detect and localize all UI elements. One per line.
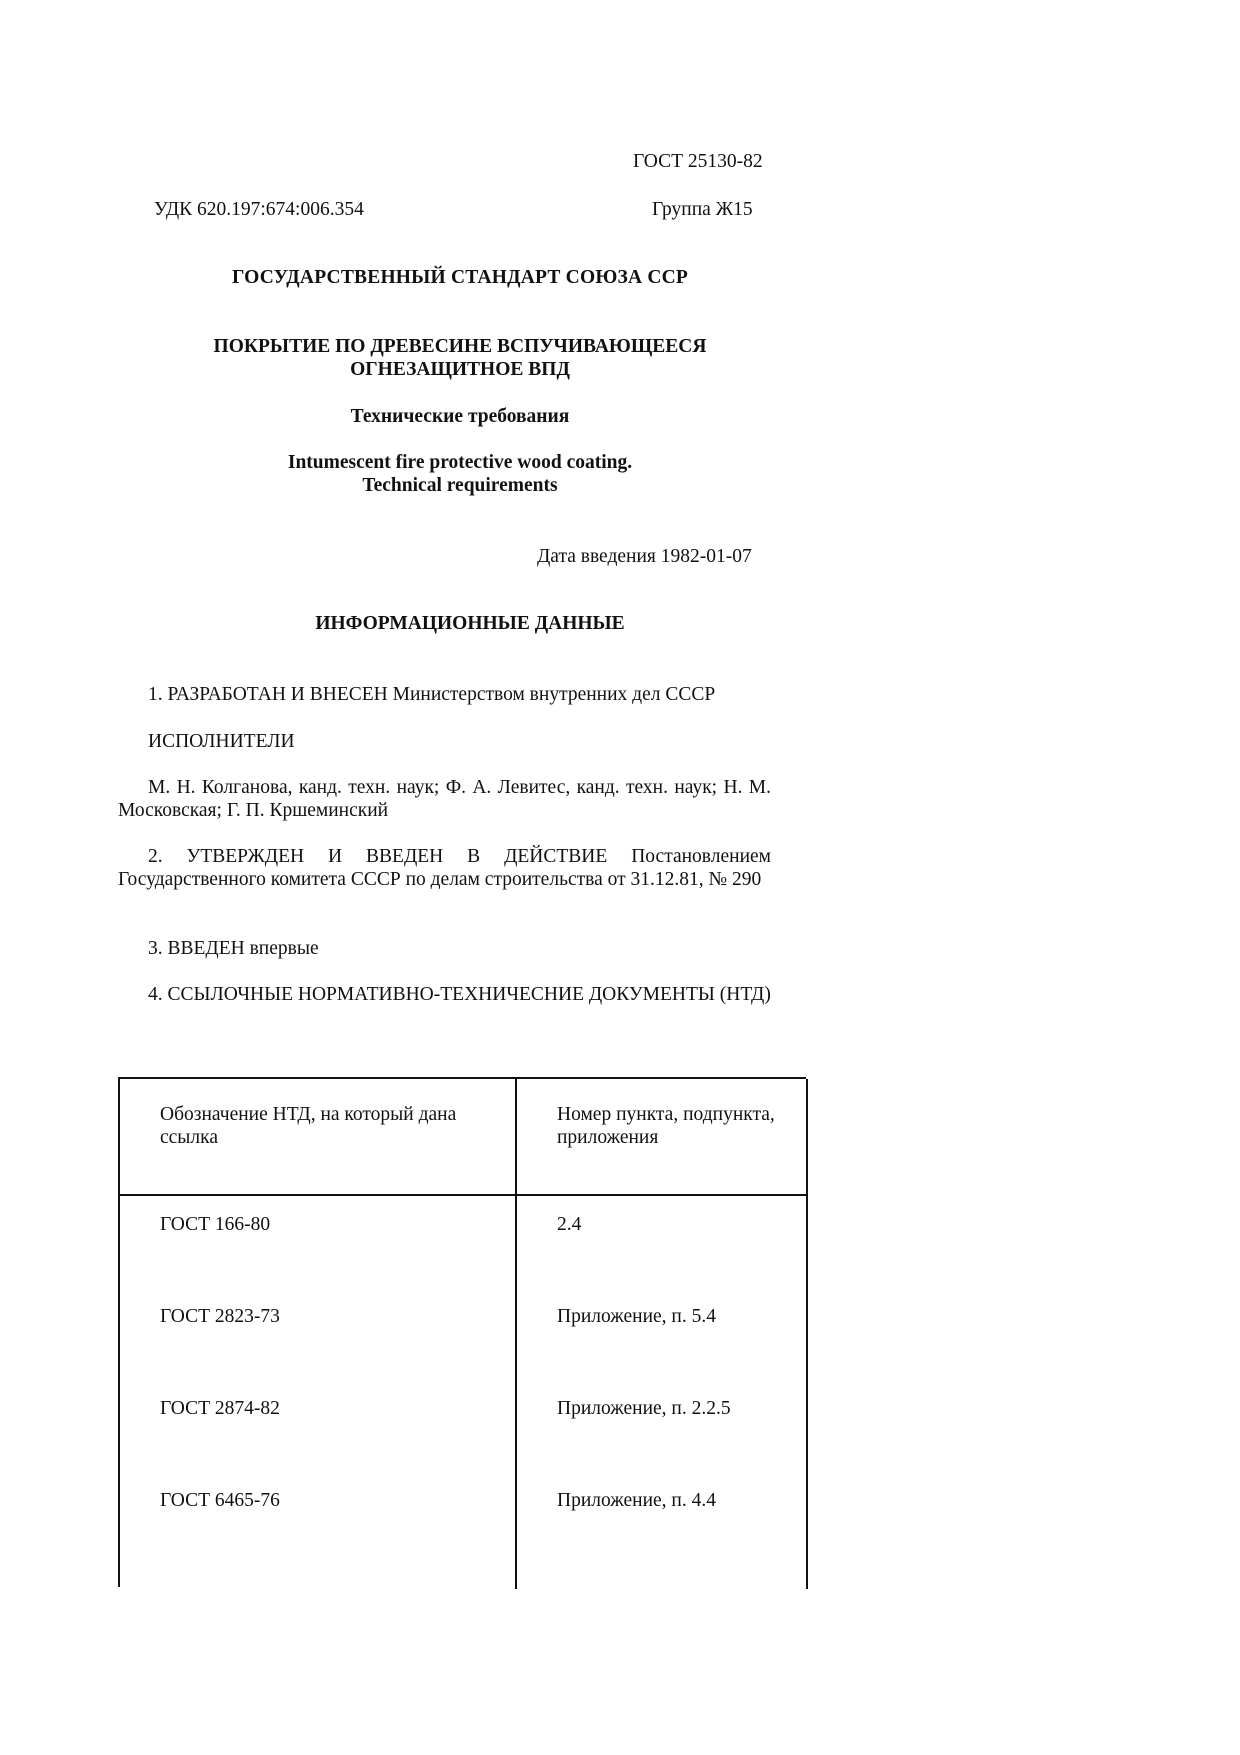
udk-code: УДК 620.197:674:006.354 [154, 199, 364, 220]
info-item-4 [118, 983, 771, 1006]
executors-label [118, 730, 771, 753]
info-heading: ИНФОРМАЦИОННЫЕ ДАННЫЕ [315, 613, 625, 634]
table-row-1-designation: ГОСТ 166-80 [160, 1214, 271, 1235]
table-row-1-clause: 2.4 [557, 1214, 582, 1235]
state-standard-heading: ГОСУДАРСТВЕННЫЙ СТАНДАРТ СОЮЗА ССР [232, 267, 688, 288]
table-header-clause: Номер пункта, подпункта, приложения [557, 1104, 775, 1148]
table-header-designation: Обозначение НТД, на который дана ссылка [160, 1104, 457, 1148]
document-title [160, 335, 760, 381]
executors-list [118, 776, 771, 822]
info-item-3 [118, 937, 771, 960]
info-item-1-text: 1. РАЗРАБОТАН И ВНЕСЕН Министерством внутренних дел СССР [148, 684, 716, 705]
info-item-1 [118, 683, 771, 706]
table-row-3-clause: Приложение, п. 2.2.5 [557, 1398, 731, 1419]
group-code: Группа Ж15 [652, 199, 753, 220]
table-row-3-designation: ГОСТ 2874-82 [160, 1398, 280, 1419]
document-subtitle: Технические требования [350, 406, 570, 427]
info-item-3-text: 3. ВВЕДЕН впервые [148, 938, 319, 959]
english-title-line-2: Technical requirements [362, 475, 558, 496]
table-right-border [806, 1079, 808, 1589]
table-header-divider [120, 1194, 808, 1196]
table-row-4-designation: ГОСТ 6465-76 [160, 1490, 280, 1511]
table-column-divider [515, 1079, 517, 1589]
english-title-line-1: Intumescent fire protective wood coating. [287, 452, 633, 473]
table-row-4-clause: Приложение, п. 4.4 [557, 1490, 716, 1511]
english-title [240, 451, 680, 497]
info-item-2 [118, 845, 771, 891]
executors-list-text: М. Н. Колганова, канд. техн. наук; Ф. А. Левитес, канд. техн. наук; Н. М. Московская; Г. П. Кршеминский [118, 777, 771, 821]
title-line-2: ОГНЕЗАЩИТНОЕ ВПД [350, 359, 570, 380]
title-line-1: ПОКРЫТИЕ ПО ДРЕВЕСИНЕ ВСПУЧИВАЮЩЕЕСЯ [213, 336, 707, 357]
info-item-2-text: 2. УТВЕРЖДЕН И ВВЕДЕН В ДЕЙСТВИЕ Постановлением Государственного комитета СССР по делам строительства от 31.12.81, № 290 [118, 846, 771, 890]
introduction-date: Дата введения 1982-01-07 [537, 546, 752, 567]
reference-documents-table [118, 1077, 806, 1587]
table-row-2-clause: Приложение, п. 5.4 [557, 1306, 716, 1327]
table-row-2-designation: ГОСТ 2823-73 [160, 1306, 280, 1327]
info-item-4-text: 4. ССЫЛОЧНЫЕ НОРМАТИВНО-ТЕХНИЧЕСНИЕ ДОКУМЕНТЫ (НТД) [148, 984, 771, 1005]
document-code: ГОСТ 25130-82 [633, 151, 763, 172]
executors-label-text: ИСПОЛНИТЕЛИ [148, 731, 295, 752]
